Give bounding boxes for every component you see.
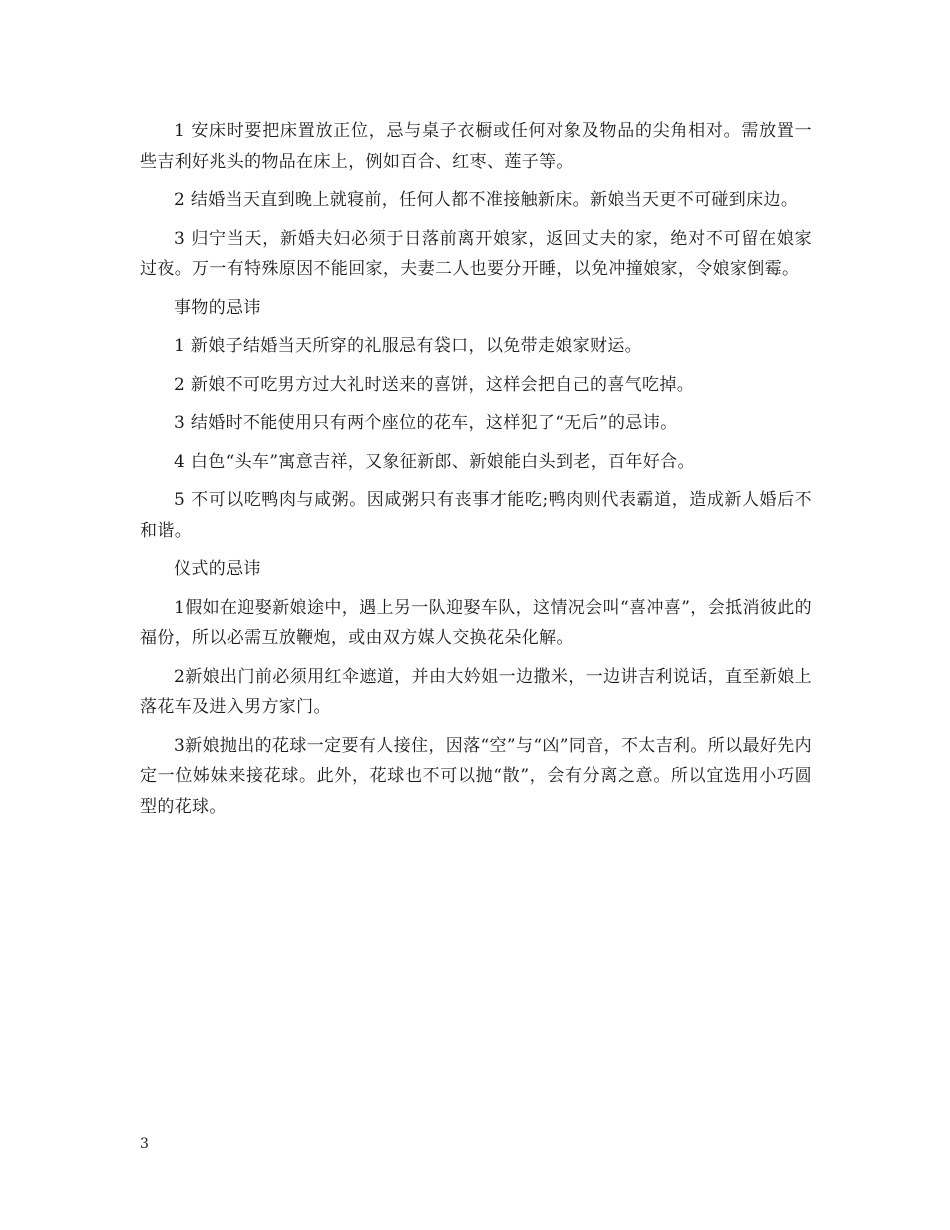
paragraph-white-lead-car: 4 白色“头车”寓意吉祥，又象征新郎、新娘能白头到老，百年好合。: [174, 451, 695, 472]
section-heading-ceremony: 仪式的忌讳: [174, 559, 261, 579]
paragraph-red-umbrella: 2新娘出门前必须用红伞遮道，并由大妗姐一边撒米，一边讲吉利说话，直至新娘上落花车及进入男方家门。: [140, 666, 812, 717]
paragraph-wedding-cakes: 2 新娘不可吃男方过大礼时送来的喜饼，这样会把自己的喜气吃掉。: [174, 374, 695, 395]
paragraph-two-seat-car: 3 结婚时不能使用只有两个座位的花车，这样犯了“无后”的忌讳。: [174, 413, 678, 433]
paragraph-gown-pockets: 1 新娘子结婚当天所穿的礼服忌有袋口，以免带走娘家财运。: [174, 336, 643, 356]
page-number: 3: [140, 1136, 149, 1152]
document-body: [140, 116, 812, 830]
paragraph-bouquet-toss: 3新娘抛出的花球一定要有人接住，因落“空”与“凶”同音，不太吉利。所以最好先内定一位姊妹来接花球。此外，花球也不可以抛“散”，会有分离之意。所以宜选用小巧圆型的花球。: [140, 735, 812, 817]
paragraph-return-visit: 3 归宁当天，新婚夫妇必须于日落前离开娘家，返回丈夫的家，绝对不可留在娘家过夜。万一有特殊原因不能回家，夫妻二人也要分开睡，以免冲撞娘家，令娘家倒霉。: [140, 228, 812, 279]
paragraph-duck-congee: 5 不可以吃鸭肉与咸粥。因咸粥只有丧事才能吃;鸭肉则代表霸道，造成新人婚后不和谐。: [140, 490, 812, 541]
section-heading-objects: 事物的忌讳: [174, 297, 261, 318]
paragraph-bed-placement: 1 安床时要把床置放正位，忌与桌子衣橱或任何对象及物品的尖角相对。需放置一些吉利好兆头的物品在床上，例如百合、红枣、莲子等。: [140, 121, 812, 172]
paragraph-meeting-motorcade: 1假如在迎娶新娘途中，遇上另一队迎娶车队，这情况会叫“喜冲喜”，会抵消彼此的福份，所以必需互放鞭炮，或由双方媒人交换花朵化解。: [140, 597, 812, 648]
paragraph-new-bed-untouched: 2 结婚当天直到晚上就寝前，任何人都不准接触新床。新娘当天更不可碰到床边。: [174, 190, 799, 210]
